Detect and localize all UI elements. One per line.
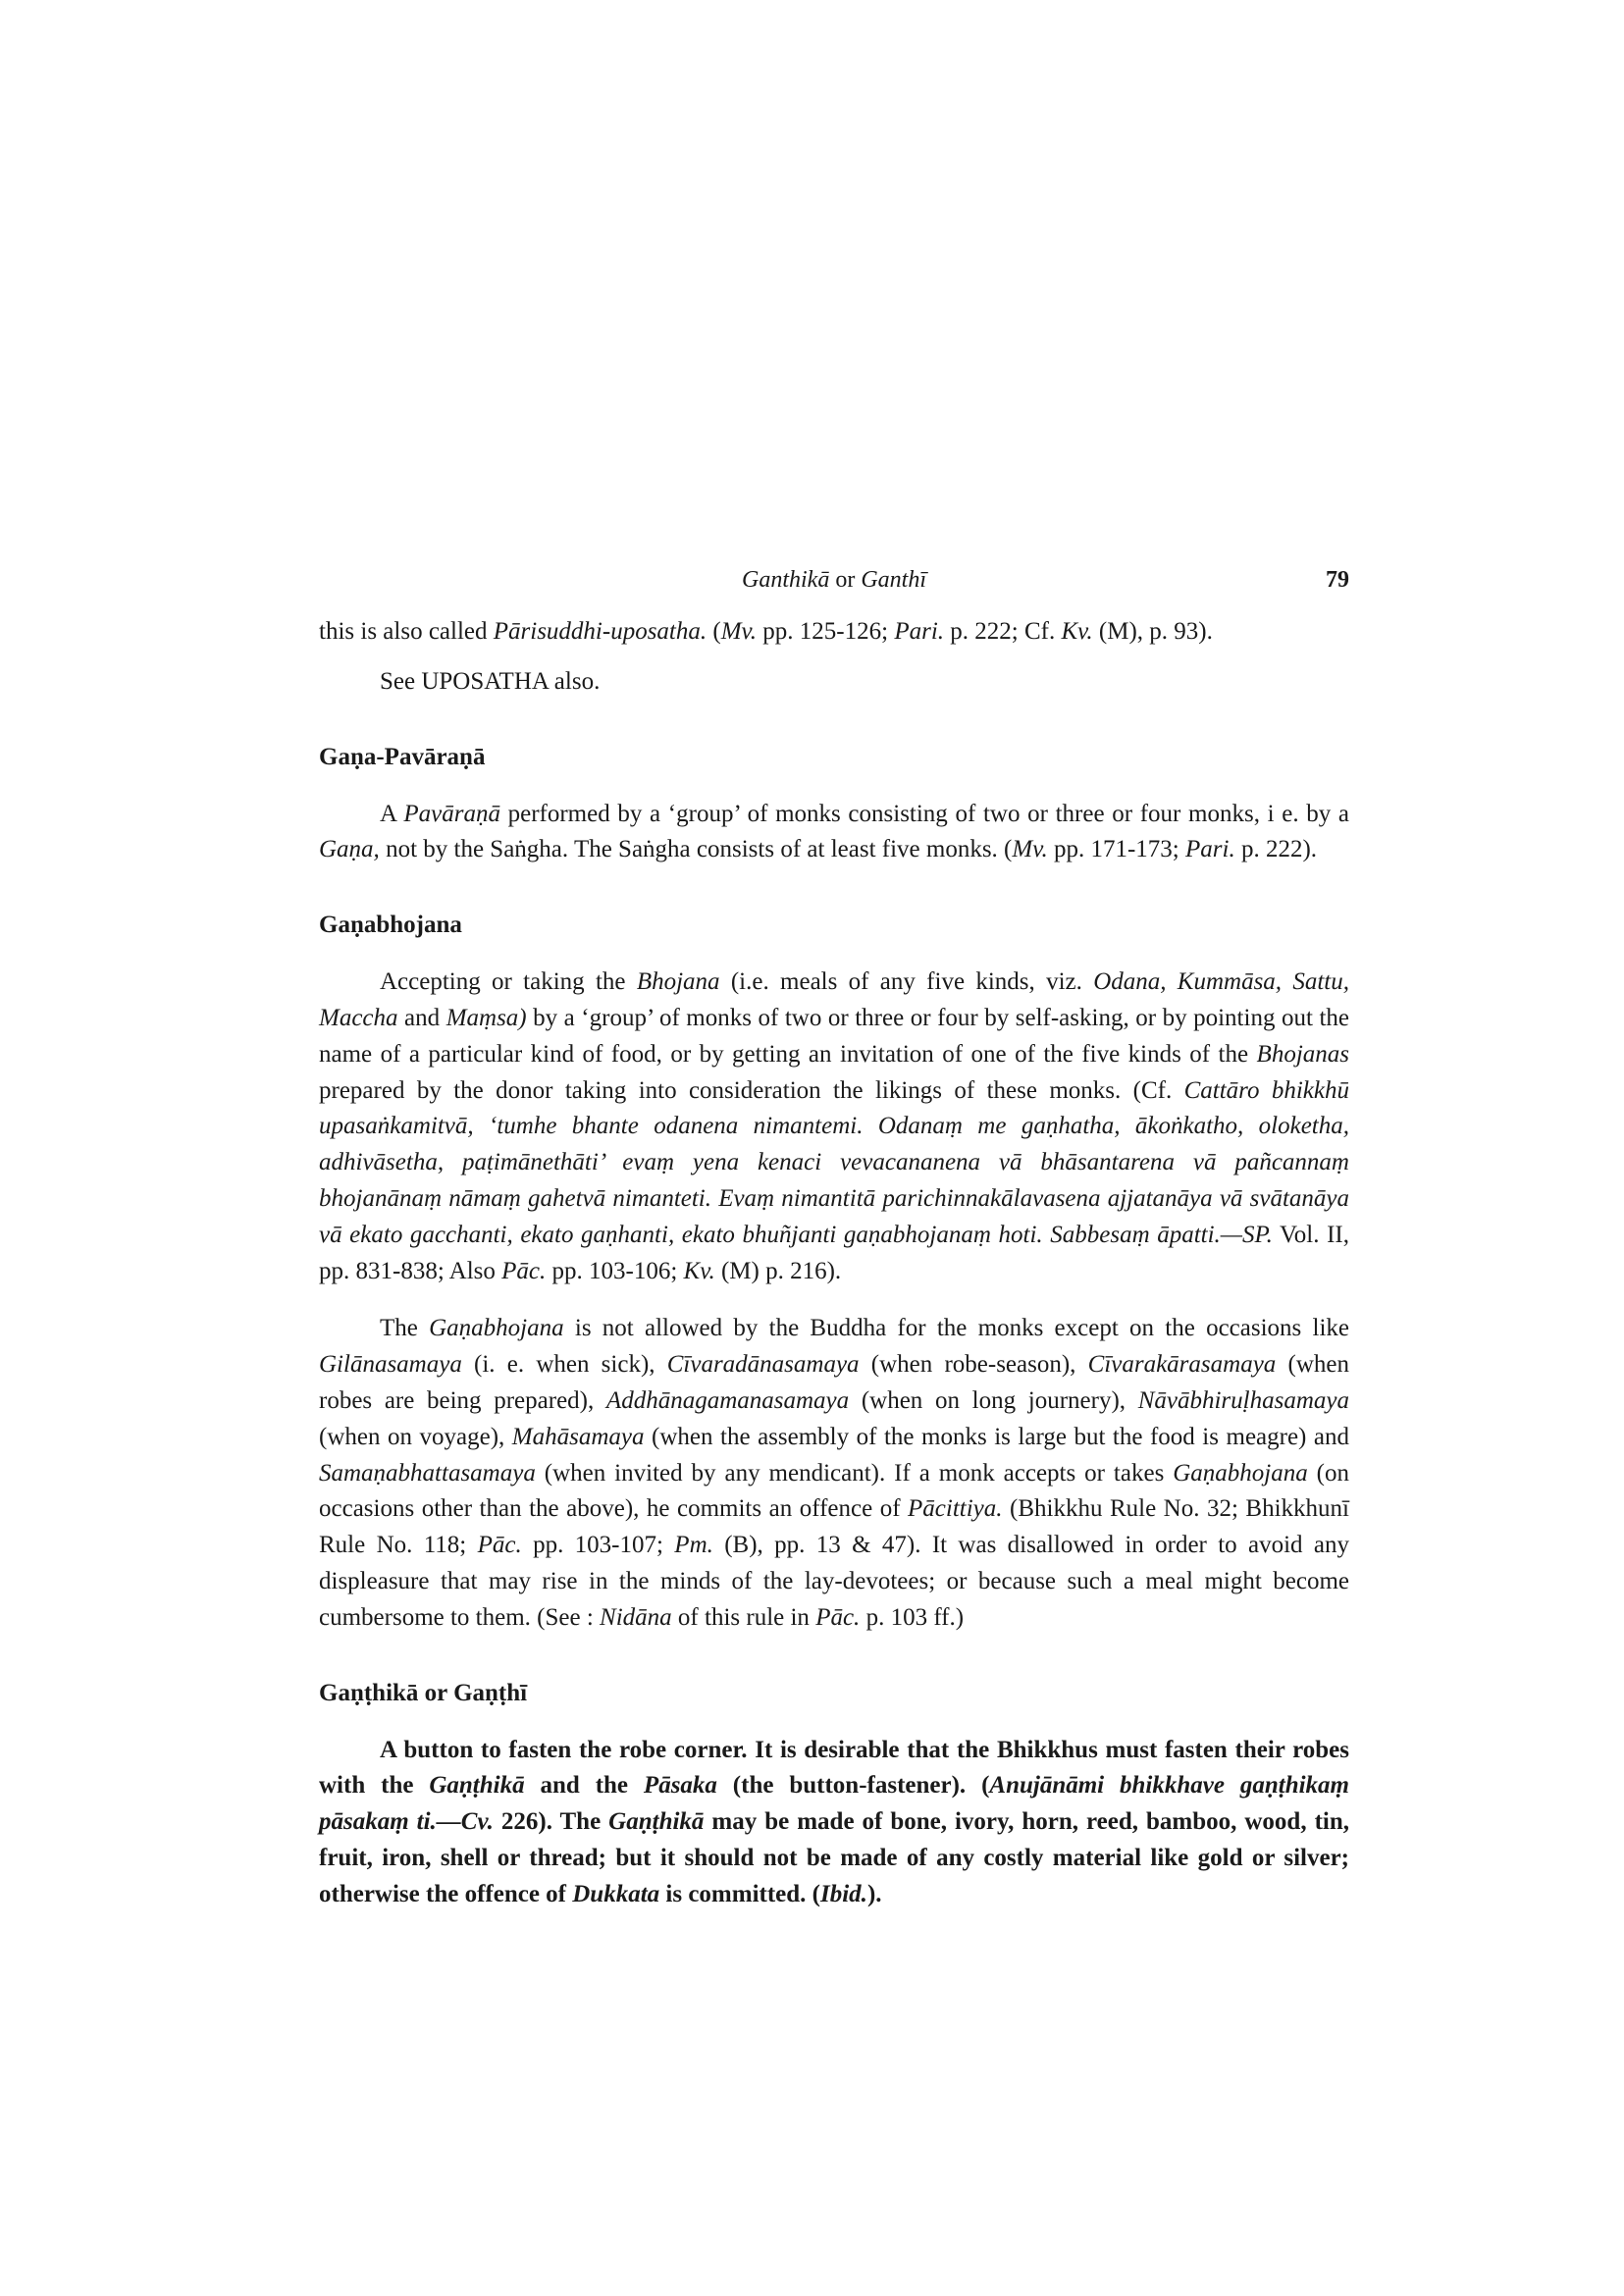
italic-run: Kv. <box>1061 618 1093 645</box>
entry-heading-ganabhojana: Gaṇabhojana <box>319 912 462 939</box>
text-run: The <box>380 1315 430 1342</box>
italic-run: Pāc. <box>501 1257 547 1284</box>
text-run: pp. 103-107; <box>521 1532 675 1559</box>
entry-paragraph-ganabhojana-2 <box>319 1311 1349 1636</box>
page-body <box>319 567 1349 1913</box>
entry-heading-ganthika: Gaṇṭhikā or Gaṇṭhī <box>319 1679 528 1706</box>
intro-paragraph <box>319 614 1349 651</box>
text-run: (when robe-season), <box>859 1351 1088 1379</box>
text-run: is committed. ( <box>659 1880 820 1907</box>
text-run: not by the Saṅgha. The Saṅgha consists of at least five monks. ( <box>379 836 1013 863</box>
running-title <box>319 567 1349 594</box>
running-title-or: or <box>829 567 862 593</box>
text-run: p. 222). <box>1234 836 1318 863</box>
text-run: pp. 125-126; <box>757 618 895 645</box>
italic-run: Mahāsamaya <box>511 1423 645 1450</box>
text-run: pp. 103-106; <box>546 1257 684 1284</box>
italic-run: Pāsaka <box>643 1772 717 1800</box>
text-run: is not allowed by the Buddha for the monks except on the occasions like <box>563 1315 1349 1342</box>
text-run: Vol. II, pp. 831-838; Also <box>319 1221 1349 1284</box>
italic-run: Addhānagamanasamaya <box>605 1386 850 1414</box>
italic-run: Cīvaradānasamaya <box>666 1351 860 1379</box>
text-run: ). <box>866 1880 882 1907</box>
italic-run: Samaṇabhattasamaya <box>319 1459 536 1487</box>
pali-quotation: Cattāro bhikkhū upasaṅkamitvā, ‘tumhe bhante odanena nimantemi. Odanaṃ me gaṇhatha, ākoṅkatho, oloketha, adhivāsetha, paṭimānethāti’ evaṃ yena kenaci vevacananena vā bhāsantarena vā pañcannaṃ bhojanānaṃ nāmaṃ gahetvā nimanteti. Evaṃ nimantitā parichinnakālavasena ajjatanāya vā svātanāya vā ekato gacchanti, ekato gaṇhanti, ekato bhuñjanti gaṇabhojanaṃ hoti. Sabbesaṃ āpatti.—SP. <box>319 1076 1349 1248</box>
italic-run: Mv. <box>720 618 758 645</box>
text-run: may be made of bone, ivory, horn, reed, bamboo, wood, tin, fruit, iron, shell or thread; but it should not be made of any costly material like gold or silver; otherwise the offence of <box>319 1808 1349 1907</box>
text-run: ( <box>707 618 721 645</box>
text-run: (when the assembly of the monks is large but the food is meagre) and <box>644 1423 1349 1450</box>
entry-heading-gana-pavarana: Gaṇa-Pavāraṇā <box>319 743 486 770</box>
text-run: p. 222; Cf. <box>944 618 1062 645</box>
text-run: (M), p. 93). <box>1092 618 1213 645</box>
text-run: pp. 171-173; <box>1047 836 1185 863</box>
text-run: of this rule in <box>671 1603 816 1631</box>
italic-run: Odana, Kummāsa, Sattu, Maccha <box>319 968 1350 1031</box>
text-run: (Bhikkhu Rule No. 32; Bhikkhunī Rule No. 118; <box>319 1495 1349 1559</box>
italic-run: Gilānasamaya <box>319 1351 462 1379</box>
italic-run: Pari. <box>1185 836 1235 863</box>
text-run: performed by a ‘group’ of monks consisting of two or three or four monks, i e. by a <box>499 800 1349 827</box>
italic-run: Pāc. <box>815 1603 861 1631</box>
italic-run: Gaṇabhojana <box>429 1315 564 1342</box>
text-run: p. 103 ff.) <box>860 1603 965 1631</box>
italic-run: Gaṇṭhikā <box>429 1772 525 1800</box>
text-run: prepared by the donor taking into consideration the likings of these monks. (Cf. <box>319 1076 1184 1104</box>
text-run: (on occasions other than the above), he commits an offence of <box>319 1459 1349 1523</box>
entry-paragraph-ganthika <box>319 1733 1349 1913</box>
text-run: by a ‘group’ of monks of two or three or four by self-asking, or by pointing out the name of a particular kind of food, or by getting an invitation of one of the five kinds of the <box>319 1004 1349 1068</box>
text-run: (i. e. when sick), <box>461 1351 667 1379</box>
italic-run: Pācittiya. <box>908 1495 1003 1523</box>
entry-paragraph-ganabhojana-1 <box>319 965 1349 1289</box>
text-run: (when on voyage), <box>319 1423 512 1450</box>
italic-run: Mv. <box>1012 836 1048 863</box>
running-title-b: Ganthī <box>861 567 926 593</box>
see-also-line: See UPOSATHA also. <box>380 667 601 695</box>
text-run: A <box>380 800 404 827</box>
text-run: this is also called <box>319 618 494 645</box>
text-run: (the button-fastener). ( <box>716 1772 990 1800</box>
italic-run: Nāvābhiruḷhasamaya <box>1137 1386 1349 1414</box>
text-run: (when on long journery), <box>849 1386 1138 1414</box>
italic-run: Gaṇṭhikā <box>608 1808 705 1836</box>
text-run: and <box>397 1004 446 1031</box>
text-run: (M) p. 216). <box>714 1257 842 1284</box>
text-run: 226). The <box>493 1808 609 1836</box>
italic-run: Pm. <box>674 1532 713 1559</box>
italic-run: Pāc. <box>477 1532 522 1559</box>
italic-run: Cīvarakārasamaya <box>1087 1351 1277 1379</box>
text-run: A button to fasten the robe corner. It is desirable that the Bhikkhus must fasten their robes with the <box>319 1736 1349 1800</box>
italic-run: Bhojanas <box>1256 1040 1349 1068</box>
italic-run: Anujānāmi bhikkhave gaṇṭhikaṃ pāsakaṃ ti.—Cv. <box>319 1772 1349 1836</box>
italic-run: Pari. <box>894 618 945 645</box>
entry-paragraph-gana-pavarana <box>319 797 1349 869</box>
text-run: (when invited by any mendicant). If a monk accepts or takes <box>535 1459 1174 1487</box>
italic-run: Dukkata <box>572 1880 660 1907</box>
italic-run: Gaṇa, <box>319 836 380 863</box>
italic-run: Maṃsa) <box>445 1004 527 1031</box>
page-number: 79 <box>1326 567 1349 593</box>
text-run: (when robes are being prepared), <box>319 1351 1349 1414</box>
text-run: (i.e. meals of any five kinds, viz. <box>719 968 1094 996</box>
italic-run: Ibid. <box>820 1880 867 1907</box>
italic-run: Gaṇabhojana <box>1173 1459 1308 1487</box>
italic-run: Kv. <box>683 1257 715 1284</box>
italic-run: Nidāna <box>600 1603 672 1631</box>
running-title-a: Ganthikā <box>742 567 830 593</box>
italic-run: Pārisuddhi-uposatha. <box>493 618 707 645</box>
italic-run: Pavāraṇā <box>403 800 500 827</box>
text-run: (B), pp. 13 & 47). It was disallowed in order to avoid any displeasure that may rise in the minds of the lay-devotees; or because such a meal might become cumbersome to them. (See : <box>319 1532 1349 1631</box>
running-header <box>319 567 1349 608</box>
text-run: and the <box>524 1772 644 1800</box>
text-run: Accepting or taking the <box>380 968 637 996</box>
italic-run: Bhojana <box>636 968 720 996</box>
